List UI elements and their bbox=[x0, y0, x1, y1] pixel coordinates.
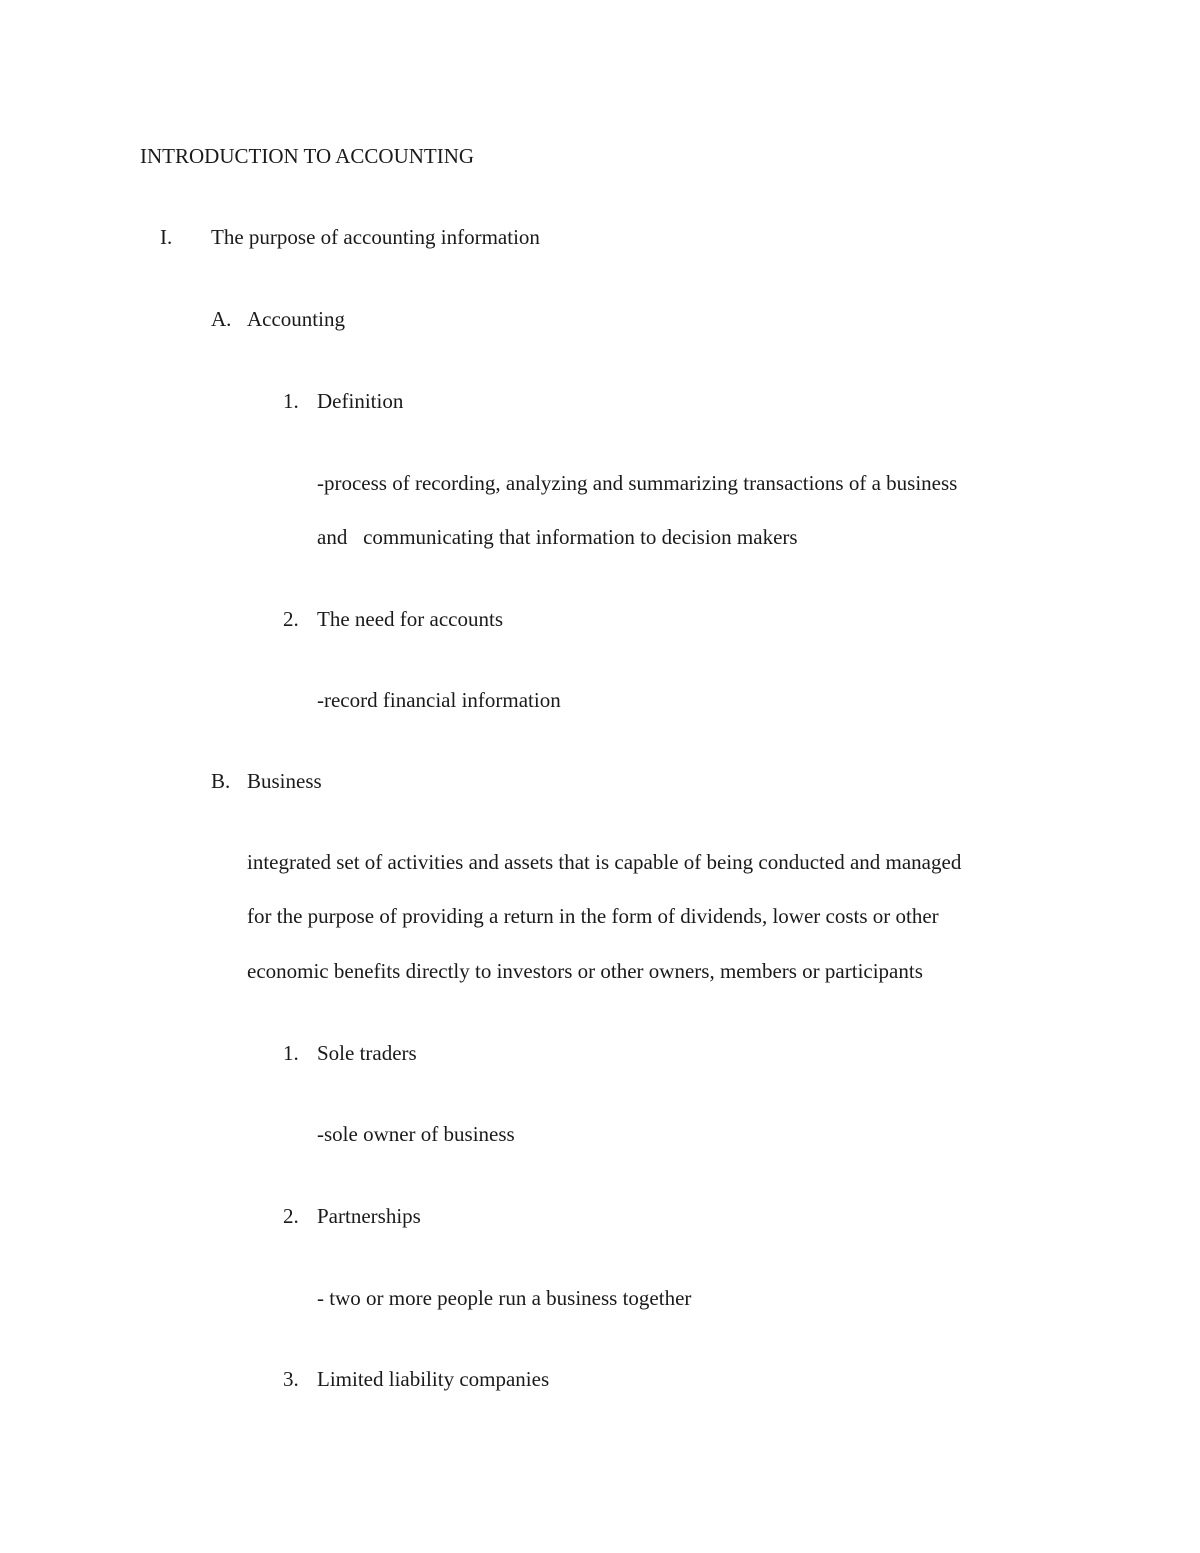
subsection-marker: A. bbox=[211, 307, 232, 331]
list-item-marker: 2. bbox=[283, 1204, 299, 1228]
list-item-marker: 3. bbox=[283, 1367, 299, 1391]
section-heading: The purpose of accounting information bbox=[211, 225, 540, 249]
subsection-heading: Business bbox=[247, 769, 322, 793]
document-title: INTRODUCTION TO ACCOUNTING bbox=[140, 144, 475, 168]
section-marker: I. bbox=[160, 225, 173, 249]
body-text-line: integrated set of activities and assets that is capable of being conducted and managed bbox=[247, 850, 962, 874]
body-text-line: -record financial information bbox=[317, 688, 561, 712]
list-item-heading: Definition bbox=[317, 389, 404, 413]
body-text-line: -process of recording, analyzing and summarizing transactions of a business bbox=[317, 471, 958, 495]
list-item-heading: Limited liability companies bbox=[317, 1367, 550, 1391]
body-text-line: economic benefits directly to investors or other owners, members or participants bbox=[247, 959, 923, 983]
list-item-marker: 1. bbox=[283, 389, 299, 413]
body-text-line: for the purpose of providing a return in the form of dividends, lower costs or other bbox=[247, 904, 939, 928]
subsection-heading: Accounting bbox=[247, 307, 345, 331]
list-item-heading: Partnerships bbox=[317, 1204, 421, 1228]
list-item-heading: The need for accounts bbox=[317, 607, 503, 631]
body-text-line: and communicating that information to decision makers bbox=[317, 525, 798, 549]
list-item-marker: 2. bbox=[283, 607, 299, 631]
list-item-marker: 1. bbox=[283, 1041, 299, 1065]
body-text-line: -sole owner of business bbox=[317, 1122, 515, 1146]
list-item-heading: Sole traders bbox=[317, 1041, 417, 1065]
body-text-line: - two or more people run a business together bbox=[317, 1286, 692, 1310]
subsection-marker: B. bbox=[211, 769, 231, 793]
